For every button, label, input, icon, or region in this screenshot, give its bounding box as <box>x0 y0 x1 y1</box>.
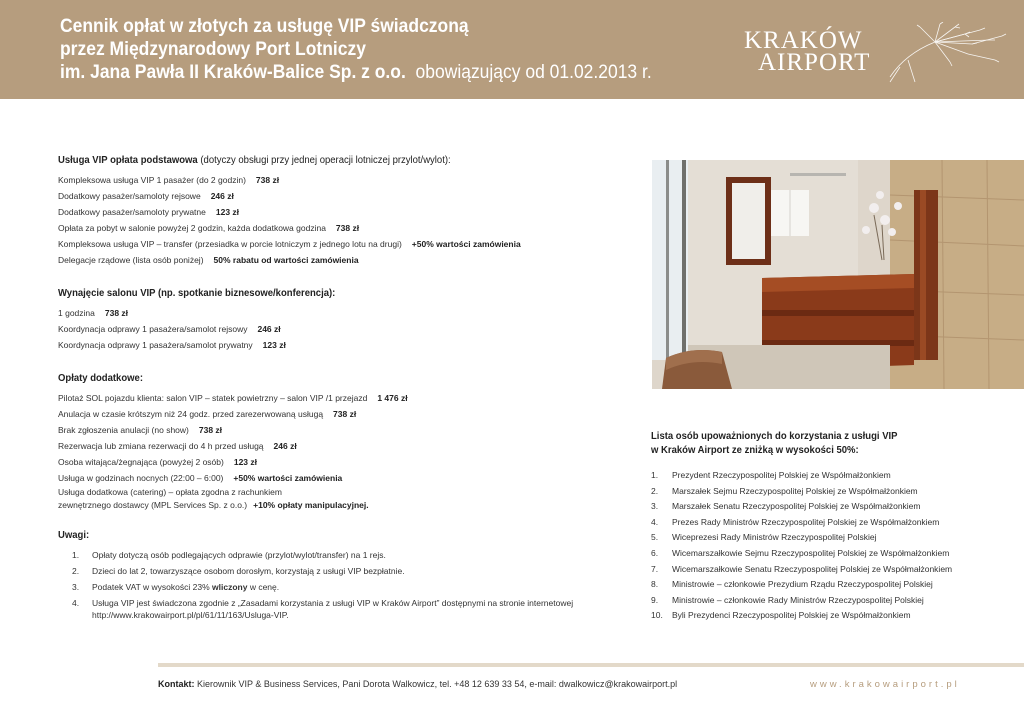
list-item <box>651 577 1021 593</box>
page-title <box>60 15 667 84</box>
catering-line-2: zewnętrznego dostawcy (MPL Services Sp. z o.o.) <box>58 500 248 510</box>
row-price: 738 zł <box>333 409 357 419</box>
row-price: 123 zł <box>262 340 286 350</box>
row-label: Osoba witająca/żegnająca (powyżej 2 osób) <box>58 457 224 467</box>
row-price: 738 zł <box>104 308 129 318</box>
basic-section-title <box>58 155 609 166</box>
list-item <box>651 593 1021 609</box>
row-price: 738 zł <box>255 175 280 185</box>
row-price: 246 zł <box>273 441 297 451</box>
item-text: Marszałek Senatu Rzeczypospolitej Polskiej ze Współmałżonkiem <box>672 501 921 512</box>
note-number: 1. <box>72 550 80 560</box>
spacer <box>58 353 638 373</box>
footer-divider <box>158 663 1024 667</box>
price-row <box>58 305 638 321</box>
price-row <box>58 406 638 422</box>
note-item <box>58 547 638 563</box>
list-item <box>651 515 1021 531</box>
row-price: 123 zł <box>233 457 257 467</box>
title-line-1: Cennik opłat w złotych za usługę VIP świadczoną <box>60 16 469 37</box>
row-label: Opłata za pobyt w salonie powyżej 2 godzin, każda dodatkowa godzina <box>58 223 326 233</box>
note-number: 2. <box>72 566 80 576</box>
row-price: 50% rabatu od wartości zamówienia <box>213 255 359 265</box>
list-item <box>651 499 1021 515</box>
list-item <box>651 608 1021 624</box>
row-price: 738 zł <box>198 425 223 435</box>
price-row <box>58 188 638 204</box>
row-label: Brak zgłoszenia anulacji (no show) <box>58 425 189 435</box>
item-text: Wicemarszałkowie Senatu Rzeczypospolitej Polskiej ze Współmałżonkiem <box>672 563 953 574</box>
row-price: +50% wartości zamówienia <box>233 473 343 483</box>
krakow-airport-logo <box>740 22 1010 86</box>
row-label: Rezerwacja lub zmiana rezerwacji do 4 h przed usługą <box>58 441 264 451</box>
item-number: 9. <box>651 594 659 605</box>
rental-section-title: Wynajęcie salonu VIP (np. spotkanie biznesowe/konferencja): <box>58 288 336 299</box>
contact-label: Kontakt: <box>158 679 195 689</box>
item-number: 1. <box>651 470 659 480</box>
extra-section-title: Opłaty dodatkowe: <box>58 373 143 384</box>
row-price: 1 476 zł <box>377 393 408 403</box>
item-number: 8. <box>651 579 659 590</box>
row-price: 123 zł <box>215 207 240 217</box>
item-text: Ministrowie – członkowie Prezydium Rządu Rzeczypospolitej Polskiej <box>672 579 933 590</box>
row-label: Usługa w godzinach nocnych (22:00 – 6:00) <box>58 473 224 483</box>
note-item <box>58 595 638 621</box>
catering-line-2-row <box>58 498 638 512</box>
row-price: 246 zł <box>257 324 281 334</box>
item-text: Wicemarszałkowie Sejmu Rzeczypospolitej Polskiej ze Współmałżonkiem <box>672 547 950 558</box>
title-valid-date: obowiązujący od 01.02.2013 r. <box>415 62 652 83</box>
price-row <box>58 390 638 406</box>
item-number: 10. <box>651 610 663 621</box>
note-item <box>58 563 638 579</box>
notes-list <box>58 547 638 621</box>
authorized-list <box>651 468 1021 624</box>
row-label: Kompleksowa usługa VIP 1 pasażer (do 2 godzin) <box>58 175 246 185</box>
title-line-3-text: im. Jana Pawła II Kraków-Balice Sp. z o.o. <box>60 62 406 83</box>
item-text: Byli Prezydenci Rzeczypospolitej Polskiej ze Współmałżonkiem <box>672 610 911 621</box>
item-text: Ministrowie – członkowie Rady Ministrów Rzeczypospolitej Polskiej <box>672 594 924 605</box>
note-text: Opłaty dotyczą osób podlegających odprawie (przylot/wylot/transfer) na 1 rejs. <box>92 550 386 560</box>
note-text-bold: wliczony <box>212 582 248 592</box>
price-row <box>58 220 638 236</box>
note-text-after: w cenę. <box>249 582 280 592</box>
title-line-2: przez Międzynarodowy Port Lotniczy <box>60 39 366 60</box>
price-row <box>58 172 638 188</box>
list-item <box>651 546 1021 562</box>
authorized-title <box>651 430 1003 458</box>
contact-text: Kierownik VIP & Business Services, Pani Dorota Walkowicz, tel. +48 12 639 33 54, e-mail: dwalkowicz@krakowairport.pl <box>197 679 678 689</box>
price-row <box>58 236 638 252</box>
vip-lounge-photo <box>652 160 1024 389</box>
note-number: 4. <box>72 598 80 608</box>
list-item <box>651 468 1021 484</box>
item-number: 2. <box>651 485 659 496</box>
item-number: 7. <box>651 563 659 574</box>
note-item <box>58 579 638 595</box>
logo-line-1: KRAKÓW <box>744 27 863 54</box>
logo-wordmark <box>744 27 871 76</box>
item-number: 5. <box>651 532 659 543</box>
spacer <box>58 268 638 288</box>
row-label: Dodatkowy pasażer/samoloty prywatne <box>58 207 206 217</box>
note-text <box>92 579 279 595</box>
item-number: 6. <box>651 547 659 558</box>
note-text-before: Podatek VAT w wysokości 23% <box>92 582 210 592</box>
basic-title: Usługa VIP opłata podstawowa <box>58 155 198 166</box>
website-link[interactable]: www.krakowairport.pl <box>810 679 960 690</box>
list-item <box>651 484 1021 500</box>
price-list <box>58 155 638 621</box>
row-label: Anulacja w czasie krótszym niż 24 godz. przed zarezerwowaną usługą <box>58 409 324 419</box>
notes-section-title: Uwagi: <box>58 530 90 541</box>
price-row <box>58 337 638 353</box>
price-row <box>58 422 638 438</box>
authorized-title-line-1: Lista osób upoważnionych do korzystania z usługi VIP <box>651 431 898 442</box>
note-text-line-1: Usługa VIP jest świadczona zgodnie z „Zasadami korzystania z usługi VIP w Kraków Airport” dostępnymi na stronie internetowej <box>92 598 574 608</box>
row-label: Delegacje rządowe (lista osób poniżej) <box>58 255 204 265</box>
row-label: Kompleksowa usługa VIP – transfer (przesiadka w porcie lotniczym z jednego lotu na drugi) <box>58 239 402 249</box>
header-band <box>0 0 1024 99</box>
row-price: 246 zł <box>210 191 234 201</box>
row-label: Koordynacja odprawy 1 pasażera/samolot rejsowy <box>58 324 248 334</box>
catering-line-1: Usługa dodatkowa (catering) – opłata zgodna z rachunkiem <box>58 487 282 497</box>
price-row <box>58 454 638 470</box>
row-label: Koordynacja odprawy 1 pasażera/samolot prywatny <box>58 340 253 350</box>
logo-line-2: AIRPORT <box>758 49 871 76</box>
item-text: Prezydent Rzeczypospolitej Polskiej ze Współmałżonkiem <box>672 470 891 480</box>
item-text: Marszałek Sejmu Rzeczypospolitej Polskiej ze Współmałżonkiem <box>672 485 918 496</box>
row-price: 738 zł <box>335 223 360 233</box>
title-line-3 <box>60 61 667 84</box>
list-item <box>651 562 1021 578</box>
item-number: 4. <box>651 516 659 527</box>
row-price: +50% wartości zamówienia <box>411 239 521 249</box>
row-label: Dodatkowy pasażer/samoloty rejsowe <box>58 191 201 201</box>
authorized-title-line-2: w Kraków Airport ze zniżką w wysokości 50%: <box>651 445 859 456</box>
authorized-persons <box>651 430 1021 624</box>
catering-price: +10% opłaty manipulacyjnej. <box>253 500 369 510</box>
vip-rules-link[interactable]: http://www.krakowairport.pl/pl/61/11/163/Usluga-VIP. <box>92 610 289 620</box>
row-label: 1 godzina <box>58 308 95 318</box>
note-number: 3. <box>72 582 80 592</box>
price-row <box>58 470 638 486</box>
note-text <box>92 595 573 621</box>
list-item <box>651 530 1021 546</box>
price-row <box>58 204 638 220</box>
note-text: Dzieci do lat 2, towarzyszące osobom dorosłym, korzystają z usługi VIP bezpłatnie. <box>92 566 405 576</box>
price-row <box>58 252 638 268</box>
spacer <box>58 512 638 530</box>
price-row <box>58 321 638 337</box>
item-text: Prezes Rady Ministrów Rzeczypospolitej Polskiej ze Współmałżonkiem <box>672 516 940 527</box>
item-number: 3. <box>651 501 659 512</box>
price-row <box>58 438 638 454</box>
basic-title-note: (dotyczy obsługi przy jednej operacji lotniczej przylot/wylot): <box>200 155 451 166</box>
item-text: Wiceprezesi Rady Ministrów Rzeczypospolitej Polskiej <box>672 532 877 543</box>
catering-row <box>58 486 638 512</box>
row-label: Pilotaż SOL pojazdu klienta: salon VIP – statek powietrzny – salon VIP /1 przejazd <box>58 393 368 403</box>
